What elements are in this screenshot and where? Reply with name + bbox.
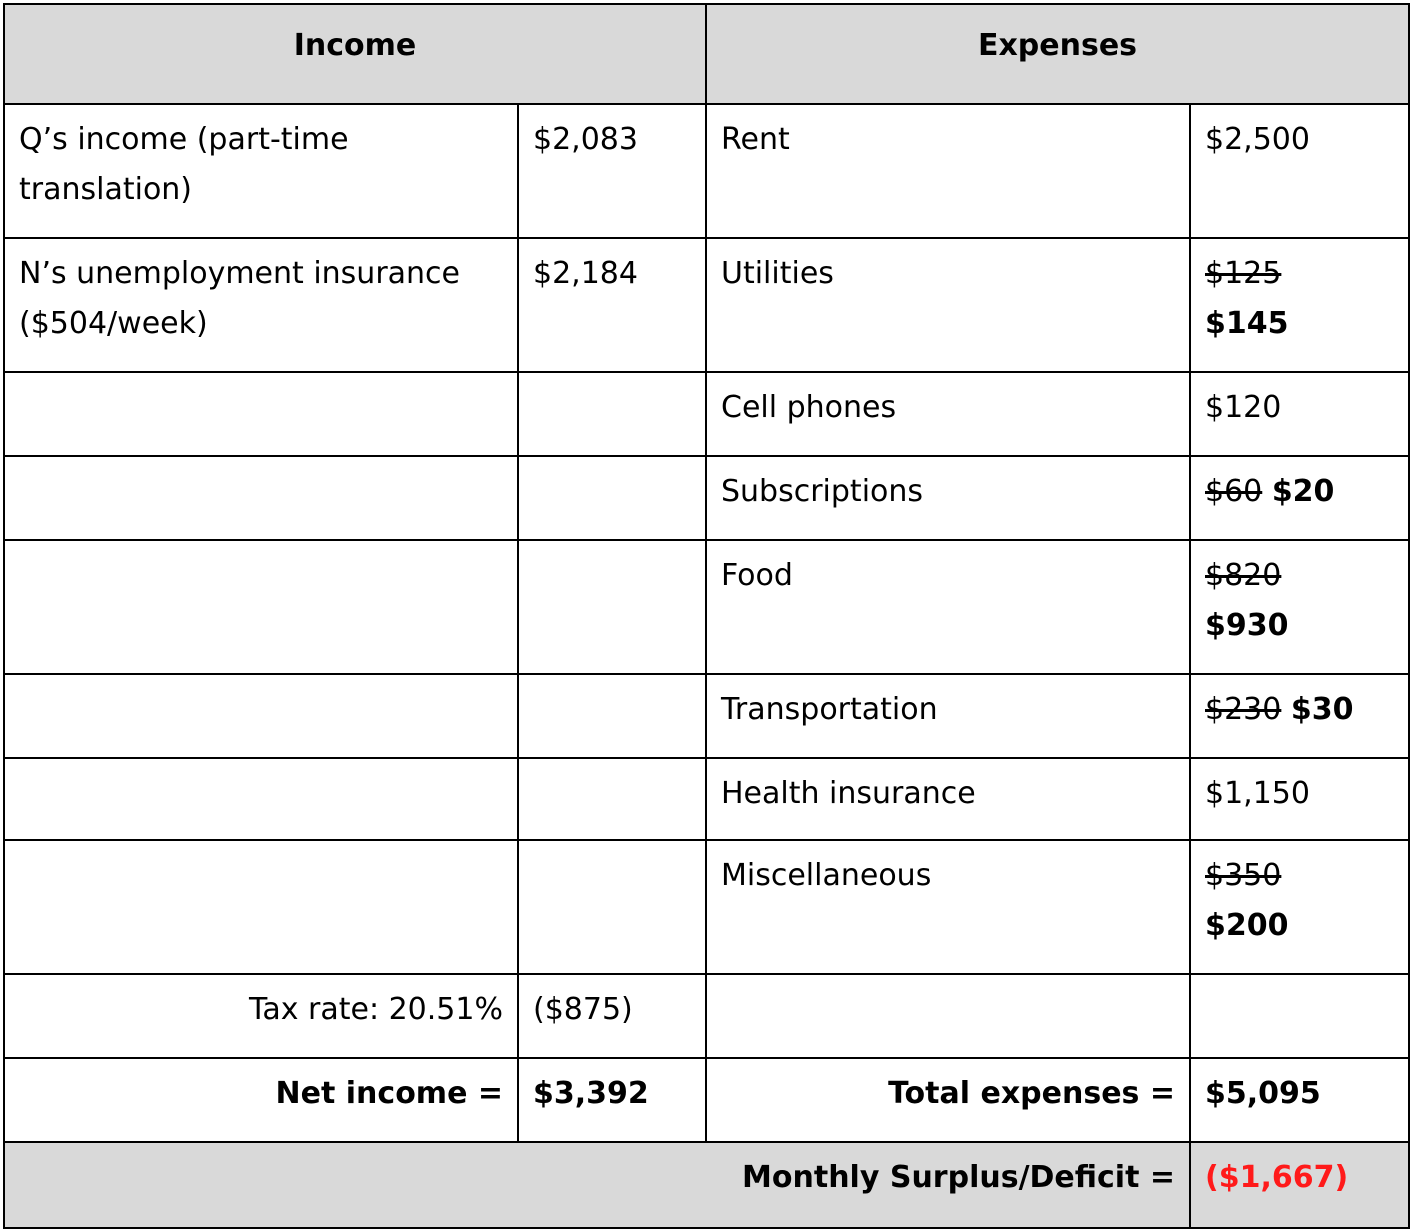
- income-amount: $2,083: [518, 104, 706, 238]
- empty-cell: [1190, 974, 1409, 1058]
- empty-cell: [706, 974, 1190, 1058]
- surplus-deficit-value: ($1,667): [1190, 1142, 1409, 1228]
- empty-cell: [4, 840, 518, 974]
- empty-cell: [518, 758, 706, 840]
- empty-cell: [518, 840, 706, 974]
- budget-table: [3, 3, 1410, 1229]
- total-expenses-label: Total expenses =: [706, 1058, 1190, 1142]
- expense-amount: [1190, 840, 1409, 974]
- expense-amount: $2,500: [1190, 104, 1409, 238]
- total-expenses-value: $5,095: [1190, 1058, 1409, 1142]
- expense-amount: $1,150: [1190, 758, 1409, 840]
- old-amount: $230: [1205, 692, 1282, 727]
- empty-cell: [4, 674, 518, 758]
- new-amount: $20: [1271, 474, 1335, 509]
- expense-amount: [1190, 238, 1409, 372]
- table-row: [4, 840, 1409, 974]
- expense-label: Food: [706, 540, 1190, 674]
- empty-cell: [4, 372, 518, 456]
- expense-label: Transportation: [706, 674, 1190, 758]
- expense-amount: [1190, 456, 1409, 540]
- summary-row: [4, 1142, 1409, 1228]
- expense-label: Health insurance: [706, 758, 1190, 840]
- tax-amount: ($875): [518, 974, 706, 1058]
- income-header: Income: [4, 4, 706, 104]
- empty-cell: [4, 758, 518, 840]
- empty-cell: [518, 540, 706, 674]
- old-amount: $125: [1205, 256, 1282, 291]
- old-amount: $350: [1205, 858, 1282, 893]
- empty-cell: [518, 456, 706, 540]
- expense-amount: [1190, 540, 1409, 674]
- table-row: [4, 674, 1409, 758]
- expense-label: Utilities: [706, 238, 1190, 372]
- expense-amount: $120: [1190, 372, 1409, 456]
- net-income-value: $3,392: [518, 1058, 706, 1142]
- empty-cell: [4, 540, 518, 674]
- table-row: [4, 758, 1409, 840]
- table-row: [4, 104, 1409, 238]
- surplus-deficit-label: Monthly Surplus/Deficit =: [4, 1142, 1190, 1228]
- table-row: [4, 456, 1409, 540]
- old-amount: $820: [1205, 558, 1282, 593]
- old-amount: $60: [1205, 474, 1263, 509]
- empty-cell: [518, 372, 706, 456]
- new-amount: $200: [1205, 908, 1289, 943]
- income-label: N’s unemployment insurance ($504/week): [4, 238, 518, 372]
- table-row: [4, 238, 1409, 372]
- income-amount: $2,184: [518, 238, 706, 372]
- expense-label: Rent: [706, 104, 1190, 238]
- empty-cell: [518, 674, 706, 758]
- expense-label: Miscellaneous: [706, 840, 1190, 974]
- expense-label: Cell phones: [706, 372, 1190, 456]
- new-amount: $30: [1290, 692, 1354, 727]
- new-amount: $145: [1205, 306, 1289, 341]
- empty-cell: [4, 456, 518, 540]
- table-row: [4, 974, 1409, 1058]
- new-amount: $930: [1205, 608, 1289, 643]
- expense-amount: [1190, 674, 1409, 758]
- expenses-header: Expenses: [706, 4, 1409, 104]
- net-income-label: Net income =: [4, 1058, 518, 1142]
- header-row: [4, 4, 1409, 104]
- income-label: Q’s income (part-time translation): [4, 104, 518, 238]
- table-row: [4, 540, 1409, 674]
- tax-rate-label: Tax rate: 20.51%: [4, 974, 518, 1058]
- table-row: [4, 372, 1409, 456]
- totals-row: [4, 1058, 1409, 1142]
- expense-label: Subscriptions: [706, 456, 1190, 540]
